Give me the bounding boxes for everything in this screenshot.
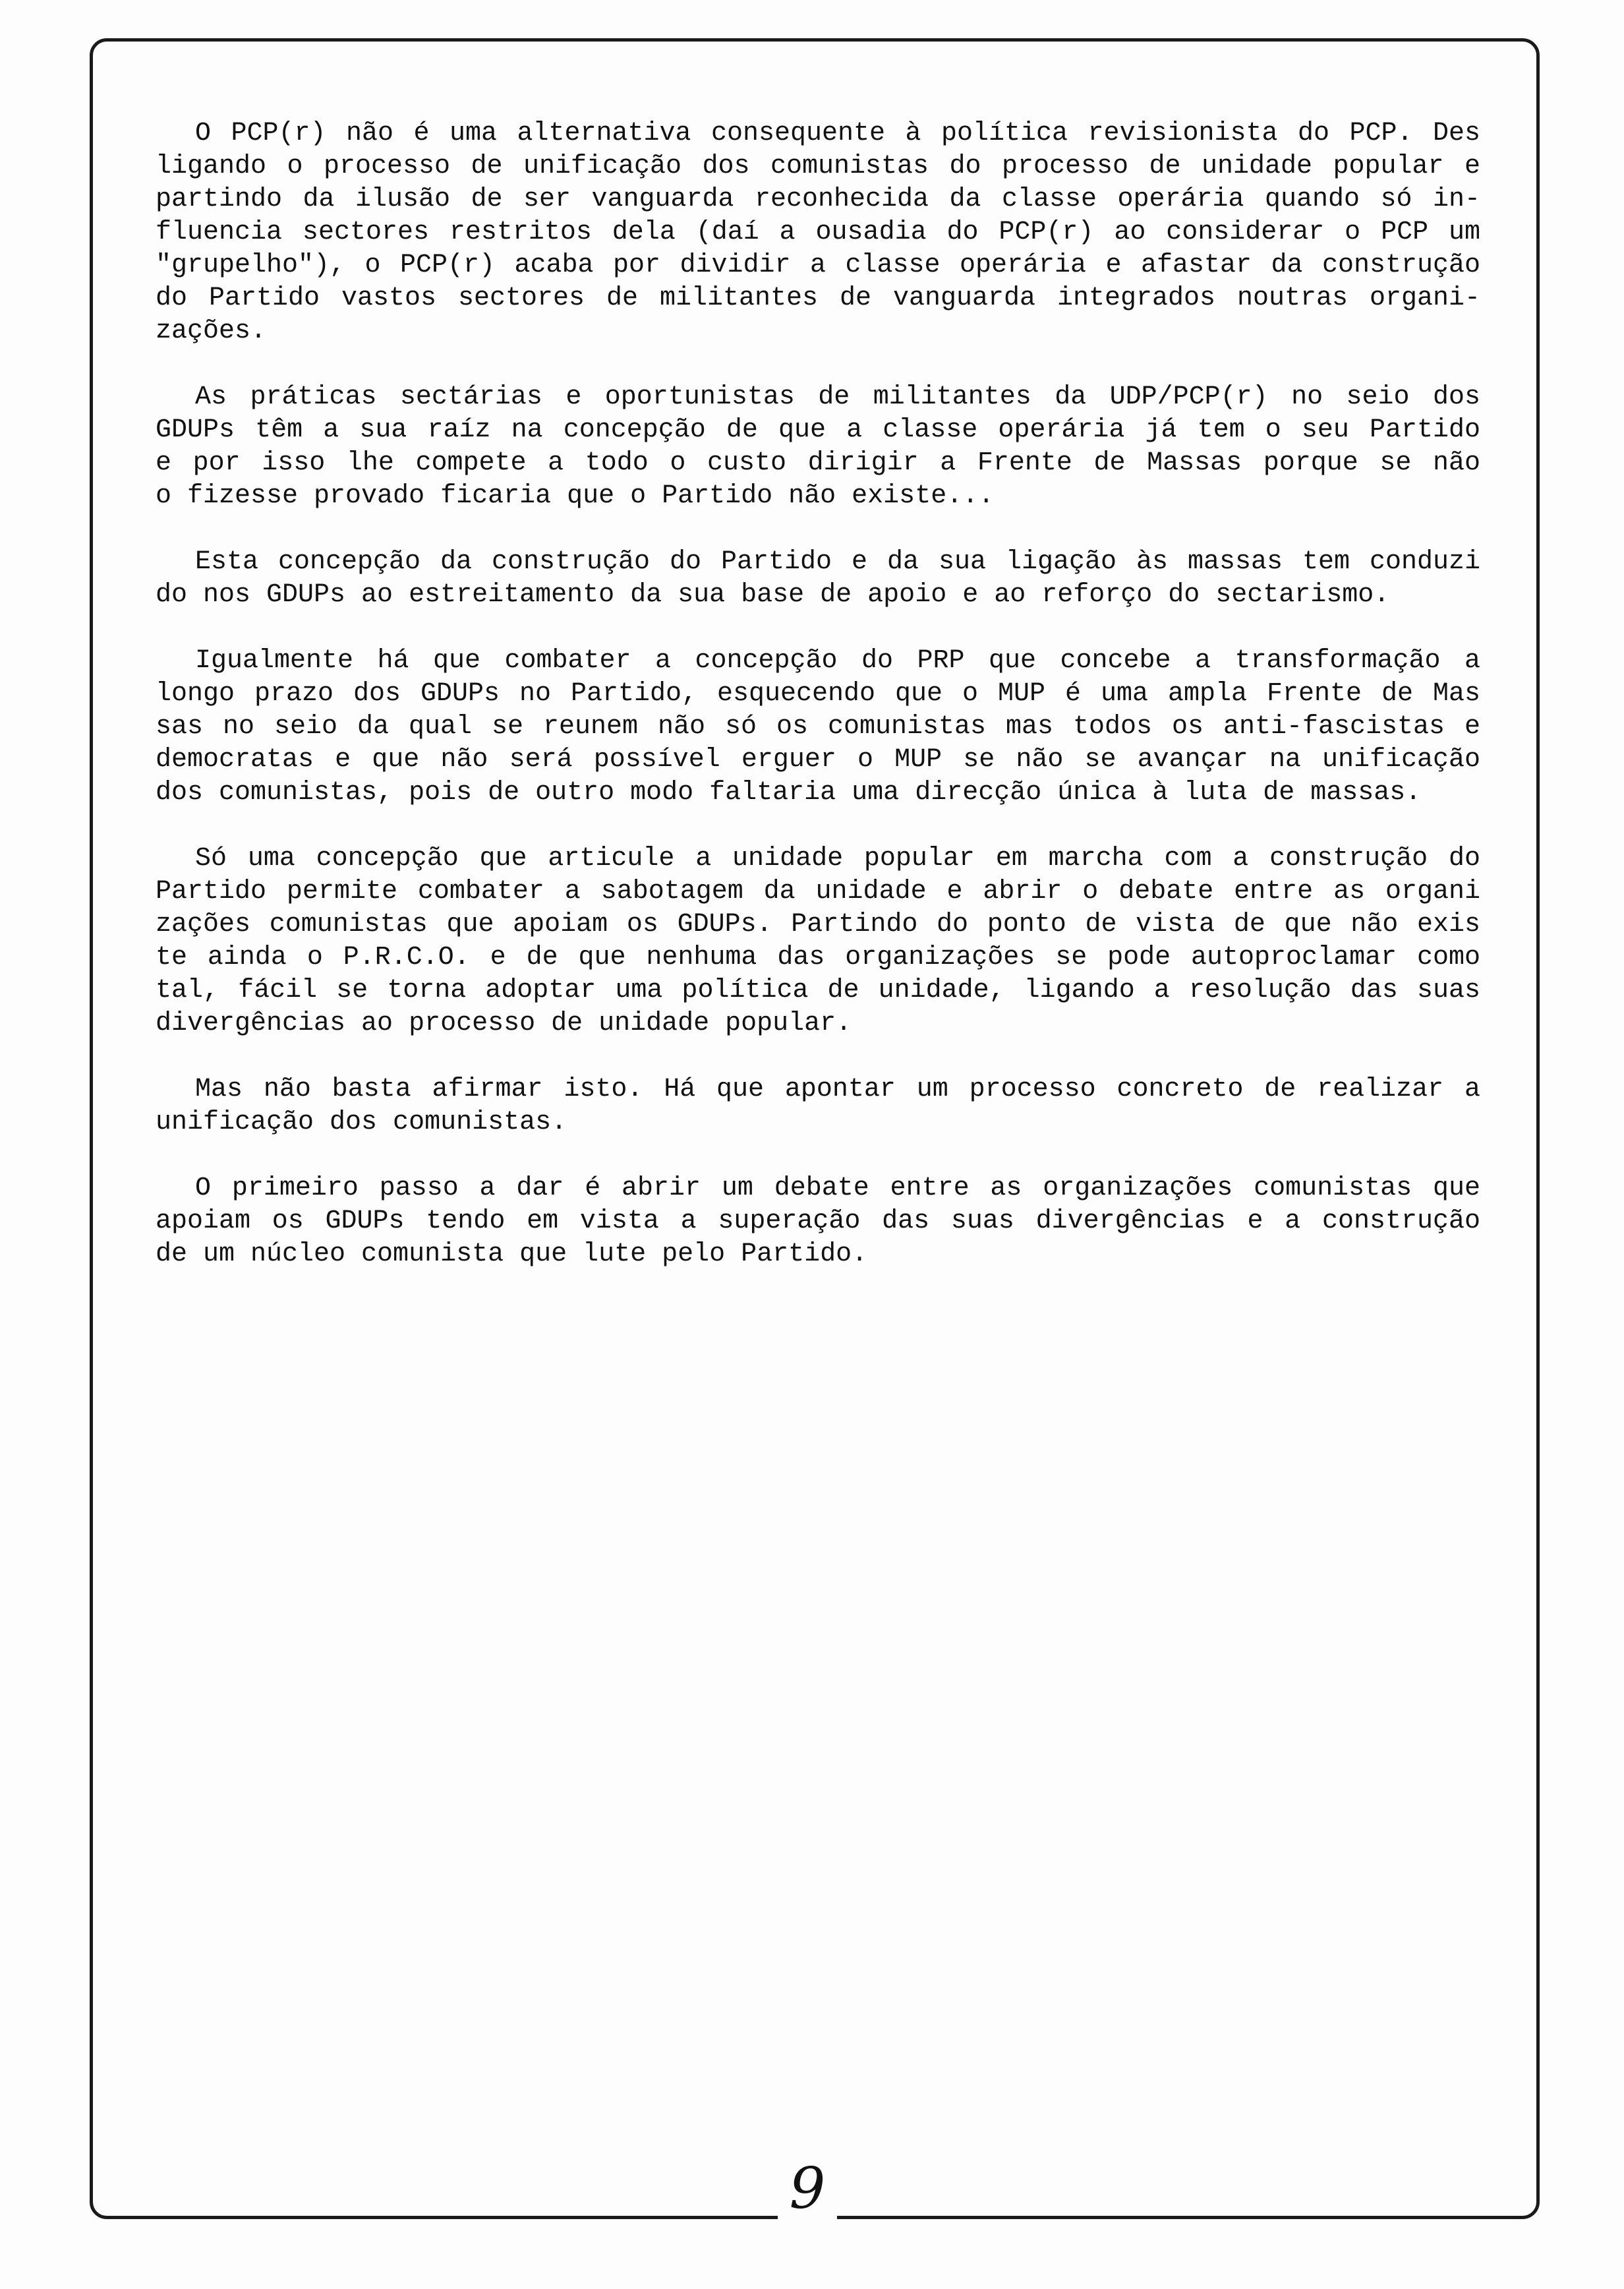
text-line: GDUPs têm a sua raíz na concepção de que a classe operária já tem o seu Partido	[156, 415, 1480, 445]
text-line: O PCP(r) não é uma alternativa consequente à política revisionista do PCP. Des	[195, 119, 1480, 148]
text-line: Mas não basta afirmar isto. Há que apontar um processo concreto de realizar a	[195, 1075, 1480, 1104]
text-line: fluencia sectores restritos dela (daí a ousadia do PCP(r) ao considerar o PCP um	[156, 218, 1480, 247]
text-line: te ainda o P.R.C.O. e de que nenhuma das organizações se pode autoproclamar como	[156, 943, 1480, 972]
text-line: Igualmente há que combater a concepção do PRP que concebe a transformação a	[195, 646, 1480, 676]
paragraph-5	[156, 843, 1480, 1040]
paragraph-7	[156, 1172, 1480, 1271]
page-number: 9	[778, 2156, 837, 2222]
text-line: Partido permite combater a sabotagem da unidade e abrir o debate entre as organi	[156, 877, 1480, 907]
text-line: tal, fácil se torna adoptar uma política de unidade, ligando a resolução das suas	[156, 976, 1480, 1005]
text-line: Esta concepção da construção do Partido e da sua ligação às massas tem conduzi	[195, 547, 1480, 577]
text-line: dos comunistas, pois de outro modo faltaria uma direcção única à luta de massas.	[156, 778, 1422, 808]
text-line: apoiam os GDUPs tendo em vista a superação das suas divergências e a construção	[156, 1206, 1480, 1236]
document-body	[156, 117, 1480, 1304]
text-line: zações.	[156, 316, 267, 346]
text-line: "grupelho"), o PCP(r) acaba por dividir a classe operária e afastar da construção	[156, 251, 1480, 280]
text-line: ligando o processo de unificação dos comunistas do processo de unidade popular e	[156, 152, 1480, 181]
text-line: zações comunistas que apoiam os GDUPs. Partindo do ponto de vista de que não exis	[156, 910, 1480, 939]
paragraph-2	[156, 381, 1480, 513]
text-line: partindo da ilusão de ser vanguarda reconhecida da classe operária quando só in-	[156, 185, 1480, 214]
text-line: As práticas sectárias e oportunistas de militantes da UDP/PCP(r) no seio dos	[195, 382, 1480, 412]
text-line: unificação dos comunistas.	[156, 1108, 567, 1137]
paragraph-4	[156, 645, 1480, 810]
text-line: de um núcleo comunista que lute pelo Partido.	[156, 1239, 868, 1269]
text-line: o fizesse provado ficaria que o Partido não existe...	[156, 481, 995, 511]
text-line: longo prazo dos GDUPs no Partido, esquecendo que o MUP é uma ampla Frente de Mas	[156, 679, 1480, 709]
paragraph-6	[156, 1073, 1480, 1139]
paragraph-3	[156, 546, 1480, 612]
paragraph-1	[156, 117, 1480, 348]
text-line: do Partido vastos sectores de militantes de vanguarda integrados noutras organi-	[156, 283, 1480, 313]
text-line: democratas e que não será possível erguer o MUP se não se avançar na unificação	[156, 745, 1480, 775]
text-line: divergências ao processo de unidade popular.	[156, 1009, 852, 1038]
text-line: sas no seio da qual se reunem não só os comunistas mas todos os anti-fascistas e	[156, 712, 1480, 742]
text-line: e por isso lhe compete a todo o custo dirigir a Frente de Massas porque se não	[156, 448, 1480, 478]
text-line: Só uma concepção que articule a unidade popular em marcha com a construção do	[195, 844, 1480, 874]
text-line: O primeiro passo a dar é abrir um debate entre as organizações comunistas que	[195, 1174, 1480, 1203]
text-line: do nos GDUPs ao estreitamento da sua base de apoio e ao reforço do sectarismo.	[156, 580, 1390, 610]
